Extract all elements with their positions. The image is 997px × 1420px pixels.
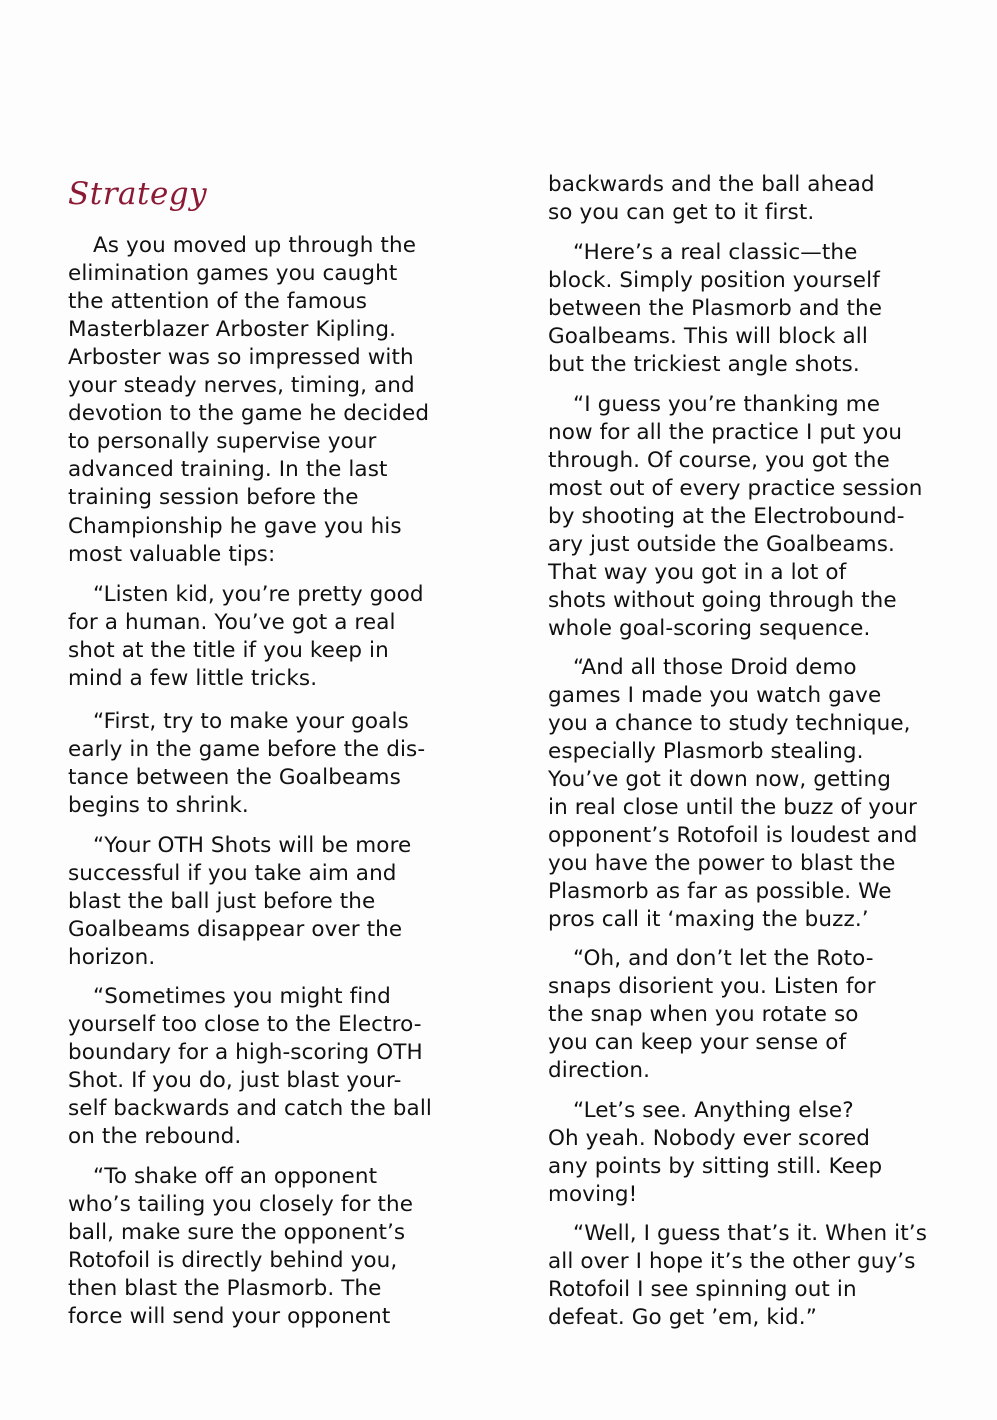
text-line: most out of every practice session	[548, 476, 923, 501]
text-line: self backwards and catch the ball	[68, 1096, 432, 1121]
text-line: in real close until the buzz of your	[548, 795, 917, 820]
text-line: training session before the	[68, 485, 359, 510]
text-line: “I guess you’re thanking me	[573, 392, 881, 417]
text-line: most valuable tips:	[68, 542, 276, 567]
text-line: Goalbeams. This will block all	[548, 324, 868, 349]
text-line: to personally supervise your	[68, 429, 377, 454]
text-line: successful if you take aim and	[68, 861, 397, 886]
text-line: the snap when you rotate so	[548, 1002, 859, 1027]
text-line: games I made you watch gave	[548, 683, 882, 708]
text-line: any points by sitting still. Keep	[548, 1154, 883, 1179]
text-line: ary just outside the Goalbeams.	[548, 532, 895, 557]
text-line: “To shake off an opponent	[93, 1164, 378, 1189]
text-line: Rotofoil is directly behind you,	[68, 1248, 398, 1273]
text-line: opponent’s Rotofoil is loudest and	[548, 823, 918, 848]
text-line: the attention of the famous	[68, 289, 368, 314]
text-line: by shooting at the Electrobound-	[548, 504, 905, 529]
text-line: force will send your opponent	[68, 1304, 391, 1329]
text-line: all over I hope it’s the other guy’s	[548, 1249, 916, 1274]
text-line: block. Simply position yourself	[548, 268, 880, 293]
text-line: for a human. You’ve got a real	[68, 610, 396, 635]
text-line: you can keep your sense of	[548, 1030, 847, 1055]
text-line: Rotofoil I see spinning out in	[548, 1277, 857, 1302]
text-line: moving!	[548, 1182, 638, 1207]
text-line: horizon.	[68, 945, 156, 970]
text-line: “Well, I guess that’s it. When it’s	[573, 1221, 928, 1246]
text-line: shots without going through the	[548, 588, 897, 613]
text-line: your steady nerves, timing, and	[68, 373, 415, 398]
text-line: blast the ball just before the	[68, 889, 376, 914]
text-line: you a chance to study technique,	[548, 711, 911, 736]
text-line: pros call it ‘maxing the buzz.’	[548, 907, 869, 932]
text-line: You’ve got it down now, getting	[548, 767, 891, 792]
text-line: early in the game before the dis-	[68, 737, 426, 762]
text-line: “Your OTH Shots will be more	[93, 833, 412, 858]
text-line: That way you got in a lot of	[548, 560, 847, 585]
text-line: tance between the Goalbeams	[68, 765, 401, 790]
text-line: mind a few little tricks.	[68, 666, 318, 691]
section-heading: Strategy	[68, 176, 208, 212]
text-line: boundary for a high-scoring OTH	[68, 1040, 423, 1065]
text-line: Plasmorb as far as possible. We	[548, 879, 892, 904]
text-line: elimination games you caught	[68, 261, 398, 286]
text-line: “Sometimes you might find	[93, 984, 391, 1009]
text-line: then blast the Plasmorb. The	[68, 1276, 382, 1301]
text-line: yourself too close to the Electro-	[68, 1012, 422, 1037]
text-line: through. Of course, you got the	[548, 448, 890, 473]
text-line: whole goal-scoring sequence.	[548, 616, 871, 641]
text-line: especially Plasmorb stealing.	[548, 739, 864, 764]
text-line: direction.	[548, 1058, 651, 1083]
text-line: snaps disorient you. Listen for	[548, 974, 876, 999]
text-line: devotion to the game he decided	[68, 401, 430, 426]
text-line: ball, make sure the opponent’s	[68, 1220, 406, 1245]
text-line: Shot. If you do, just blast your-	[68, 1068, 402, 1093]
text-line: backwards and the ball ahead	[548, 172, 875, 197]
text-line: Championship he gave you his	[68, 514, 402, 539]
text-line: “Oh, and don’t let the Roto-	[573, 946, 874, 971]
text-line: begins to shrink.	[68, 793, 249, 818]
text-line: defeat. Go get ’em, kid.”	[548, 1305, 817, 1330]
text-line: on the rebound.	[68, 1124, 242, 1149]
text-line: Oh yeah. Nobody ever scored	[548, 1126, 871, 1151]
text-line: you have the power to blast the	[548, 851, 896, 876]
text-line: but the trickiest angle shots.	[548, 352, 860, 377]
text-line: “Here’s a real classic—the	[573, 240, 858, 265]
text-line: now for all the practice I put you	[548, 420, 903, 445]
text-line: Goalbeams disappear over the	[68, 917, 403, 942]
text-line: who’s tailing you closely for the	[68, 1192, 414, 1217]
text-line: Masterblazer Arboster Kipling.	[68, 317, 397, 342]
text-line: “First, try to make your goals	[93, 709, 409, 734]
text-line: Arboster was so impressed with	[68, 345, 414, 370]
text-line: so you can get to it first.	[548, 200, 815, 225]
text-line: “Let’s see. Anything else?	[573, 1098, 854, 1123]
text-line: “And all those Droid demo	[573, 655, 857, 680]
text-line: shot at the title if you keep in	[68, 638, 389, 663]
text-line: between the Plasmorb and the	[548, 296, 883, 321]
text-line: As you moved up through the	[93, 233, 417, 258]
text-line: “Listen kid, you’re pretty good	[93, 582, 424, 607]
text-line: advanced training. In the last	[68, 457, 388, 482]
